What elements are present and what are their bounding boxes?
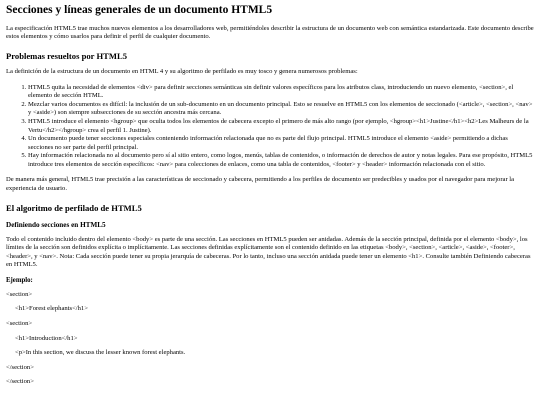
code-example <box>6 291 534 387</box>
algorithm-heading: El algoritmo de perfilado de HTML5 <box>6 202 142 213</box>
code-line: <h1>Forest elephants</h1> <box>15 305 88 313</box>
problems-list <box>6 84 534 170</box>
code-line: <section> <box>6 320 33 328</box>
problems-lead-paragraph: La definición de la estructura de un documento en HTML 4 y su algoritmo de perfilado es muy tosco y genera numerosos problemas: <box>6 68 358 76</box>
page-title: Secciones y líneas generales de un documento HTML5 <box>6 4 273 16</box>
code-line: </section> <box>6 378 34 386</box>
sections-paragraph: Todo el contenido incluido dentro del elemento <body> es parte de una sección. Las secciones en HTML5 pueden ser anidadas. Además de la sección principal, definida por el elemento <body>, los límites de la sección son definidos explícita o implícitamente. Las secciones definidas explícitamente son el contenido definido en las etiquetas <body>, <section>, <article>, <aside>, <footer>, <header>, y <nav>. Nota: Cada sección puede tener su propia jerarquía de cabeceras. Por lo tanto, incluso una sección anidada puede tener un elemento <h1>. Consulte también Definiendo cabeceras en HTML5. <box>6 235 531 269</box>
list-item: 2. Mezclar varios documentos es difícil: la inclusión de un sub-documento en un documento principal. Esto se resuelve en HTML5 con los elementos de seccionado (<article>, <section>, <nav> y <aside>) son siempre subsecciones de su sección ancestra más cercana. <box>28 101 534 118</box>
code-line: <p>In this section, we discuss the lesser known forest elephants. <box>15 349 186 357</box>
conclusion-paragraph: De manera más general, HTML5 trae precisión a las características de seccionado y cabecera, permitiendo a los perfiles de documento ser predecibles y usados por el navegador para mejorar la experiencia de usuario. <box>6 176 515 192</box>
defining-sections-heading: Definiendo secciones en HTML5 <box>6 220 106 229</box>
intro-paragraph: La especificación HTML5 trae muchos nuevos elementos a los desarrolladores web, permitiéndoles describir la estructura de un documento web con semántica estandarizada. Este documento describe estos elementos y cómo usarlos para definir el perfil de cualquier documento. <box>6 24 534 41</box>
code-line: <h1>Introduction</h1> <box>15 334 78 342</box>
list-item: 4. Un documento puede tener secciones especiales conteniendo información relacionada que no es parte del flujo principal. HTML5 introduce el elemento <aside> permitiendo a dichas secciones no ser parte del perfil principal. <box>28 135 534 152</box>
list-item: 5. Hay información relacionada no al documento pero sí al sitio entero, como logos, menús, tablas de contenidos, o información de derechos de autor y notas legales. Para ese propósito, HTML5 introduce tres elementos de sección específicos: <nav> para colecciones de enlaces, como una tabla de contenidos, <footer> y <header> información relacionada con el sitio. <box>28 152 534 169</box>
code-line: </section> <box>6 363 34 371</box>
problems-heading: Problemas resueltos por HTML5 <box>6 50 128 61</box>
list-item: 1. HTML5 quita la necesidad de elementos <div> para definir secciones semánticas sin definir valores específicos para los atributos class, introduciendo un nuevo elemento, <section>, el elemento de sección HTML. <box>28 84 534 101</box>
list-item: 3. HTML5 introduce el elemento <hgroup> que oculta todos los elementos de cabecera excepto el primero de más alto rango (por ejemplo, <hgroup><h1>Justine</h1><h2>Les Malheurs de la Vertu</h2></hgroup> crea el perfil 1. Justine). <box>28 118 534 135</box>
example-label: Ejemplo: <box>6 276 33 284</box>
code-line: <section> <box>6 290 33 298</box>
